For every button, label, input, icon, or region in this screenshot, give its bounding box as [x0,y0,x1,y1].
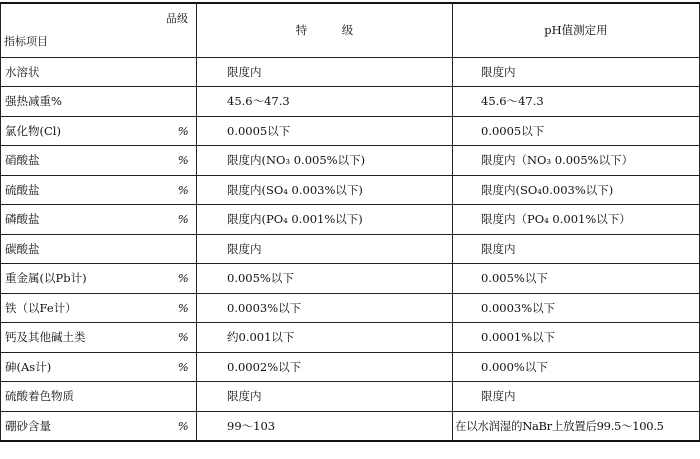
row-ph-value: 限度内（PO₄ 0.001%以下） [453,205,700,235]
table-row [1,146,700,176]
table-row [1,87,700,117]
row-ph-value: 45.6～47.3 [453,87,700,117]
row-ph-value: 0.005%以下 [453,264,700,294]
spec-table [0,2,700,442]
row-unit: % [171,205,197,235]
row-unit [171,382,197,412]
row-ph-value: 0.0001%以下 [453,323,700,353]
row-unit [171,87,197,117]
row-unit: % [171,264,197,294]
row-item-name: 磷酸盐 [1,205,171,235]
row-special-value: 限度内 [197,382,453,412]
row-unit: % [171,175,197,205]
row-ph-value: 限度内（NO₃ 0.005%以下） [453,146,700,176]
row-unit: % [171,352,197,382]
row-special-value: 0.005%以下 [197,264,453,294]
row-ph-value: 限度内(SO₄0.003%以下) [453,175,700,205]
row-ph-value: 在以水润湿的NaBr上放置后99.5～100.5 [453,411,700,441]
row-unit: % [171,146,197,176]
row-special-value: 限度内 [197,57,453,87]
row-item-name: 砷(As计) [1,352,171,382]
row-item-name: 硫酸盐 [1,175,171,205]
table-row [1,175,700,205]
table-row [1,116,700,146]
row-item-name: 重金属(以Pb计) [1,264,171,294]
row-special-value: 约0.001以下 [197,323,453,353]
table-row [1,264,700,294]
table-row [1,57,700,87]
table-row [1,411,700,441]
row-unit: % [171,293,197,323]
row-ph-value: 0.0005以下 [453,116,700,146]
table-row [1,293,700,323]
row-item-name: 氯化物(Cl) [1,116,171,146]
row-ph-value: 限度内 [453,57,700,87]
row-special-value: 限度内(PO₄ 0.001%以下) [197,205,453,235]
row-special-value: 限度内(SO₄ 0.003%以下) [197,175,453,205]
header-special-grade: 特 级 [197,3,453,57]
table-row [1,382,700,412]
row-unit: % [171,323,197,353]
row-special-value: 限度内(NO₃ 0.005%以下) [197,146,453,176]
row-special-value: 0.0003%以下 [197,293,453,323]
row-special-value: 0.0005以下 [197,116,453,146]
row-ph-value: 0.000%以下 [453,352,700,382]
row-unit: % [171,411,197,441]
row-special-value: 0.0002%以下 [197,352,453,382]
row-item-name: 硫酸着色物质 [1,382,171,412]
row-unit: % [171,116,197,146]
header-ph-grade: pH值测定用 [453,3,700,57]
row-item-name: 硝酸盐 [1,146,171,176]
row-ph-value: 0.0003%以下 [453,293,700,323]
table-row [1,234,700,264]
table-header-row [1,3,700,57]
row-unit [171,57,197,87]
row-item-name: 碳酸盐 [1,234,171,264]
row-special-value: 限度内 [197,234,453,264]
row-special-value: 45.6～47.3 [197,87,453,117]
row-item-name: 硼砂含量 [1,411,171,441]
row-item-name: 水溶状 [1,57,171,87]
row-item-name: 铁（以Fe计） [1,293,171,323]
table-row [1,205,700,235]
item-label: 指标项目 [4,34,48,48]
table-row [1,323,700,353]
row-item-name: 钙及其他碱土类 [1,323,171,353]
row-unit [171,234,197,264]
row-item-name: 强热减重% [1,87,171,117]
header-corner-cell [1,3,197,57]
row-special-value: 99～103 [197,411,453,441]
row-ph-value: 限度内 [453,382,700,412]
grade-label: 品级 [166,12,188,25]
table-row [1,352,700,382]
row-ph-value: 限度内 [453,234,700,264]
table-body [1,57,700,441]
